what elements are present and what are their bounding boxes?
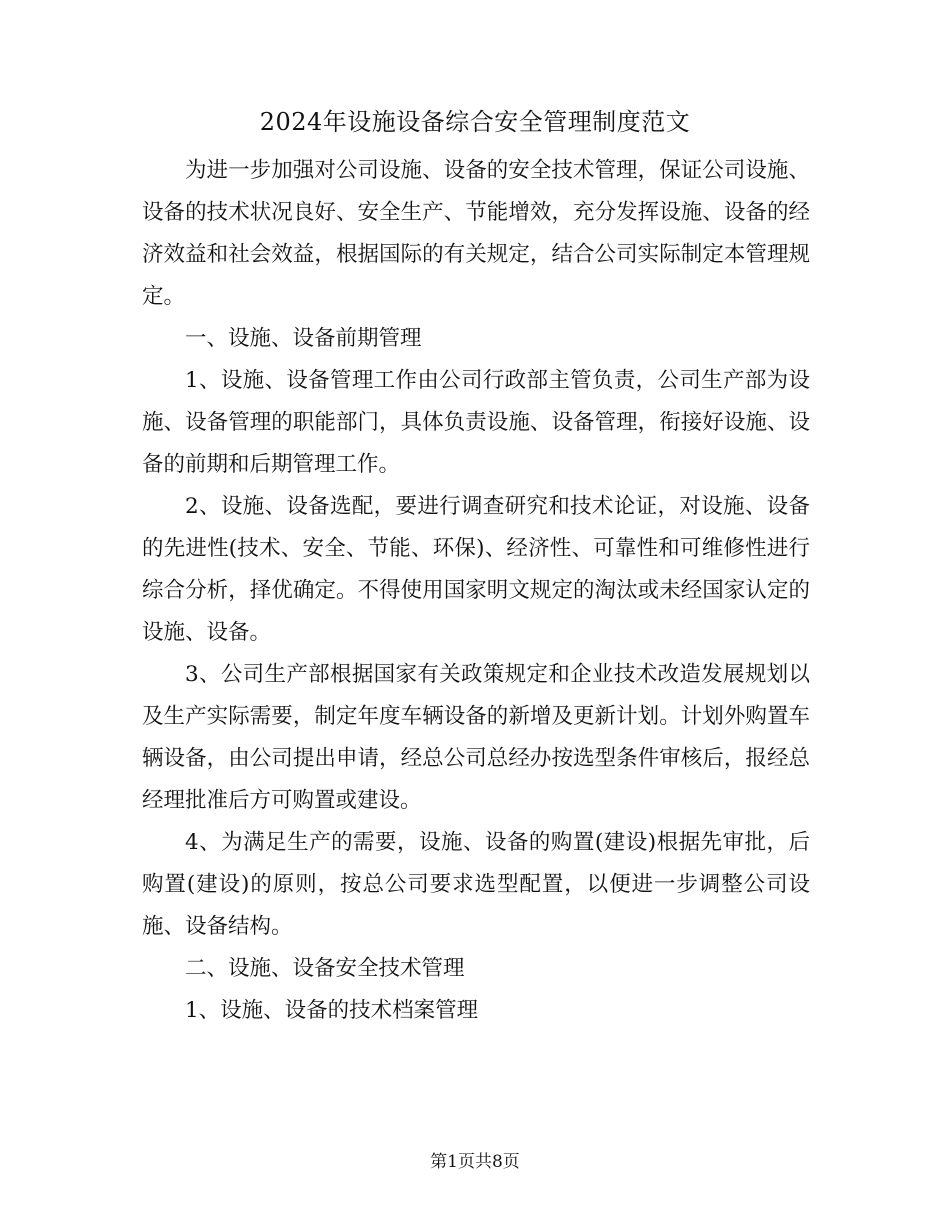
section-heading-1: 一、设施、设备前期管理: [185, 326, 422, 351]
section1-item-1: 1、设施、设备管理工作由公司行政部主管负责，公司生产部为设施、设备管理的职能部门，具体负责设施、设备管理，衔接好设施、设备的前期和后期管理工作。: [142, 368, 810, 477]
section2-item-1: 1、设施、设备的技术档案管理: [185, 998, 479, 1023]
intro-paragraph: 为进一步加强对公司设施、设备的安全技术管理，保证公司设施、设备的技术状况良好、安全生产、节能增效，充分发挥设施、设备的经济效益和社会效益，根据国际的有关规定，结合公司实际制定本管理规定。: [142, 158, 810, 309]
section-heading-2: 二、设施、设备安全技术管理: [185, 956, 465, 981]
section1-item-4: 4、为满足生产的需要，设施、设备的购置(建设)根据先审批，后购置(建设)的原则，按总公司要求选型配置，以便进一步调整公司设施、设备结构。: [142, 830, 810, 939]
document-body: [142, 150, 810, 1032]
section1-item-3: 3、公司生产部根据国家有关政策规定和企业技术改造发展规划以及生产实际需要，制定年度车辆设备的新增及更新计划。计划外购置车辆设备，由公司提出申请，经总公司总经办按选型条件审核后，报经总经理批准后方可购置或建设。: [142, 662, 810, 813]
section1-item-2: 2、设施、设备选配，要进行调查研究和技术论证，对设施、设备的先进性(技术、安全、节能、环保)、经济性、可靠性和可维修性进行综合分析，择优确定。不得使用国家明文规定的淘汰或未经国家认定的设施、设备。: [142, 494, 810, 645]
document-title: 2024年设施设备综合安全管理制度范文: [259, 108, 691, 136]
page-number-footer: 第1页共8页: [430, 1152, 520, 1172]
